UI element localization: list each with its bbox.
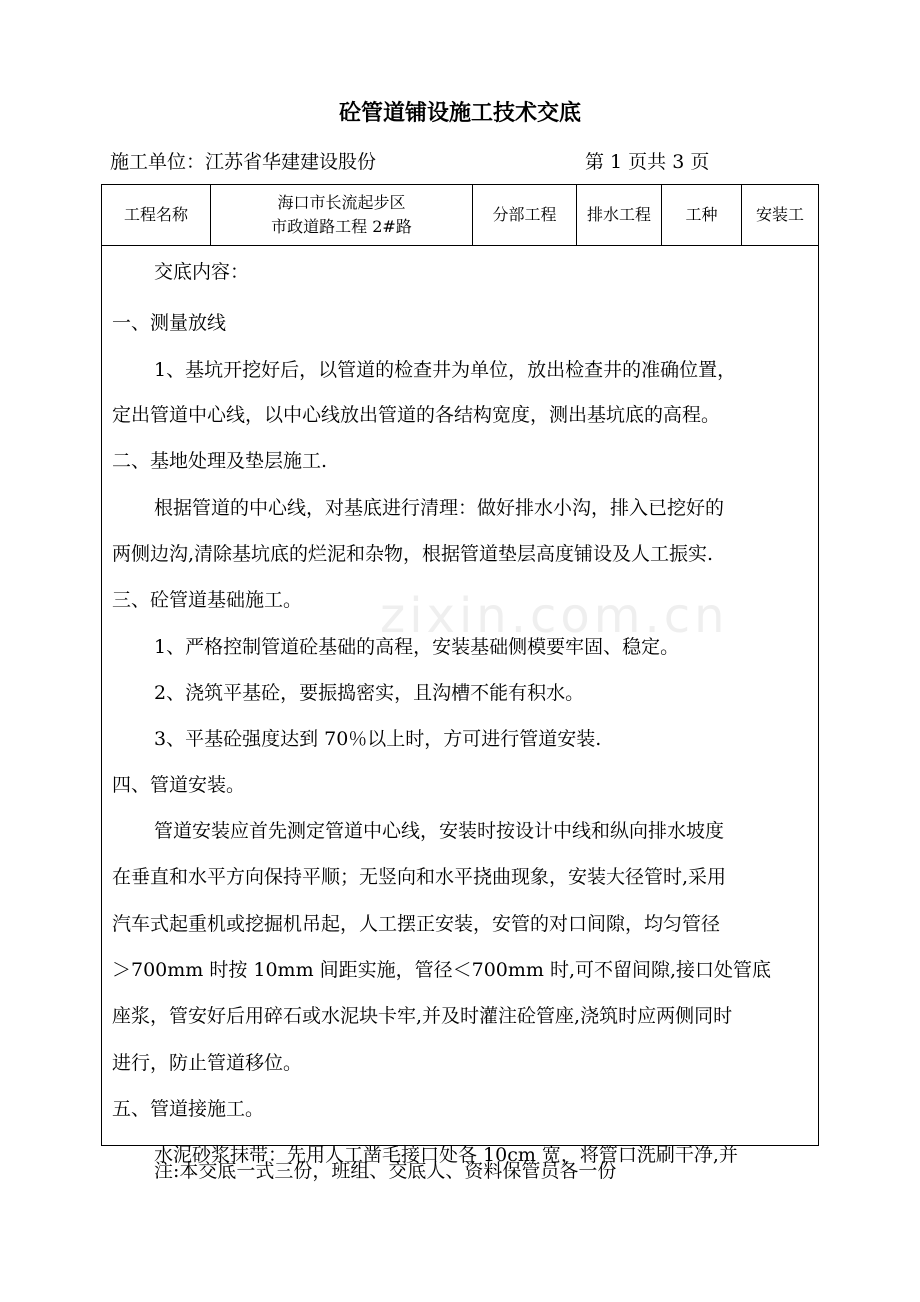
paragraph-line: 3、平基砼强度达到 70％以上时，方可进行管道安装.	[154, 728, 602, 750]
paragraph-line: 在垂直和水平方向保持平顺；无竖向和水平挠曲现象，安装大径管时,采用	[112, 866, 727, 888]
document-title: 砼管道铺设施工技术交底	[338, 100, 581, 126]
section-1-heading: 一、测量放线	[112, 312, 227, 334]
construction-unit: 施工单位：江苏省华建建设股份	[110, 151, 377, 173]
project-name-line2: 市政道路工程 2#路	[271, 217, 412, 236]
paragraph-line: 1、严格控制管道砼基础的高程，安装基础侧模要牢固、稳定。	[154, 636, 680, 658]
project-name-value	[211, 185, 473, 245]
paragraph-line: 1、基坑开挖好后，以管道的检查井为单位，放出检查井的准确位置，	[154, 359, 737, 381]
paragraph-line: 汽车式起重机或挖掘机吊起，人工摆正安装，安管的对口间隙，均匀管径	[112, 913, 721, 935]
trade-label: 工种	[662, 185, 742, 245]
sub-project-label: 分部工程	[473, 185, 577, 245]
project-info-row	[102, 185, 818, 246]
section-5-heading: 五、管道接施工。	[112, 1098, 265, 1120]
footnote: 注:本交底一式三份，班组、交底人、资料保管员各一份	[154, 1160, 617, 1182]
trade-value: 安装工	[755, 205, 804, 224]
section-3-heading: 三、砼管道基础施工。	[112, 589, 303, 611]
watermark: zixin.com.cn	[380, 588, 729, 644]
paragraph-line: 定出管道中心线，以中心线放出管道的各结构宽度，测出基坑底的高程。	[112, 404, 721, 426]
content-heading: 交底内容：	[154, 261, 250, 283]
paragraph-line: 管道安装应首先测定管道中心线，安装时按设计中线和纵向排水坡度	[154, 820, 725, 842]
section-4-heading: 四、管道安装。	[112, 774, 246, 796]
section-2-heading: 二、基地处理及垫层施工.	[112, 450, 328, 472]
paragraph-line: 2、浇筑平基砼，要振捣密实，且沟槽不能有积水。	[154, 682, 585, 704]
paragraph-line: 进行，防止管道移位。	[112, 1052, 303, 1074]
project-name-line1: 海口市长流起步区	[277, 193, 406, 212]
paragraph-line: 座浆，管安好后用碎石或水泥块卡牢,并及时灌注砼管座,浇筑时应两侧同时	[112, 1005, 733, 1027]
paragraph-line: 根据管道的中心线，对基底进行清理：做好排水小沟，排入已挖好的	[154, 497, 725, 519]
page-info: 第 1 页共 3 页	[585, 151, 710, 173]
briefing-table	[101, 184, 819, 1166]
project-name-label: 工程名称	[102, 185, 211, 245]
paragraph-line: 两侧边沟,清除基坑底的烂泥和杂物，根据管道垫层高度铺设及人工振实.	[112, 543, 714, 565]
paragraph-line: 水泥砂浆抹带：先用人工凿毛接口处各 10cm 宽，将管口洗刷干净,并	[154, 1144, 738, 1166]
paragraph-line: ＞700mm 时按 10mm 间距实施，管径＜700mm 时,可不留间隙,接口处管底	[112, 959, 772, 981]
sub-project-value: 排水工程	[577, 185, 662, 245]
